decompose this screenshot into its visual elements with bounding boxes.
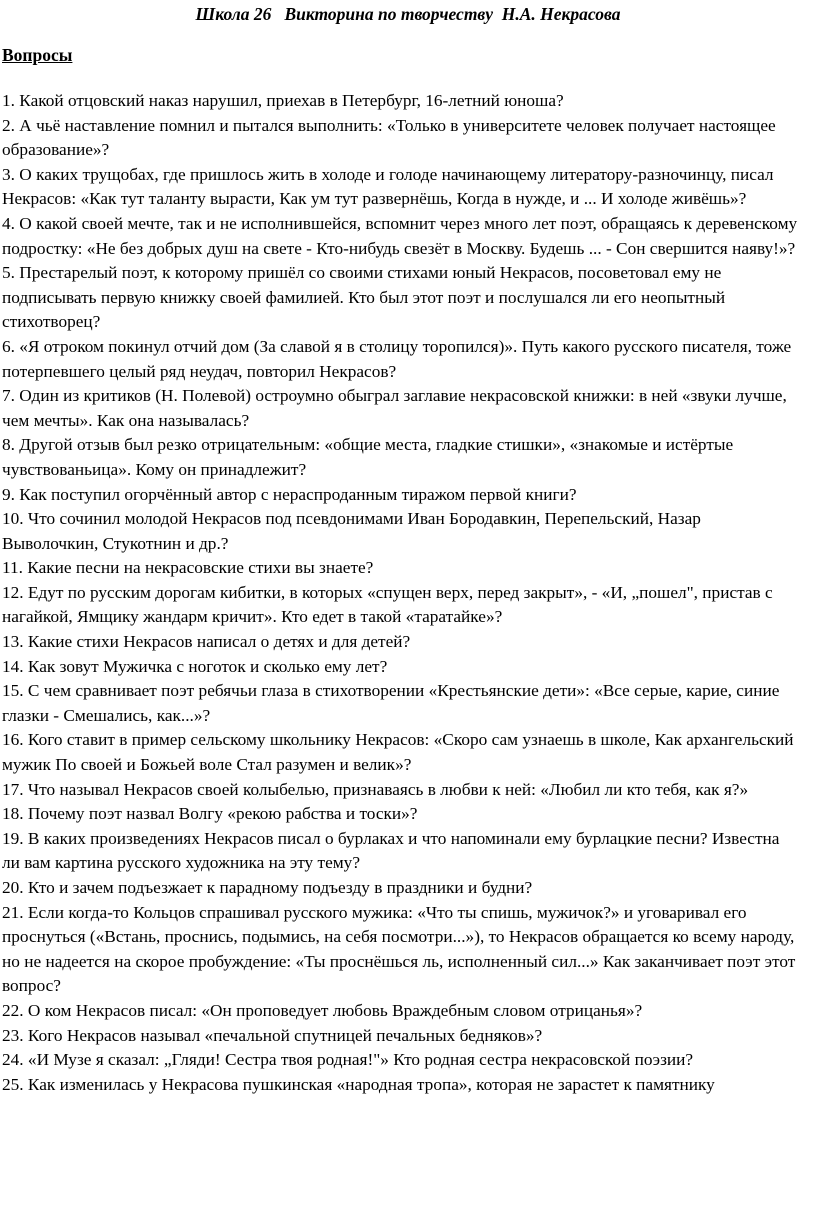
question-item: 22. О ком Некрасов писал: «Он проповедует любовь Враждебным словом отрицанья»? — [2, 1000, 643, 1020]
question-item: 11. Какие песни на некрасовские стихи вы знаете? — [2, 558, 374, 578]
question-item: 2. А чьё наставление помнил и пытался выполнить: «Только в университете человек получает настоящее образование»? — [2, 115, 776, 160]
question-item: 4. О какой своей мечте, так и не исполнившейся, вспомнит через много лет поэт, обращаясь к деревенскому подростку: «Не без добрых душ на свете - Кто-нибудь свезёт в Москву. Будешь ... - Сон свершится наяву!»? — [2, 213, 798, 258]
question-list — [2, 89, 798, 1097]
question-item: 20. Кто и зачем подъезжает к парадному подъезду в праздники и будни? — [2, 878, 533, 897]
question-item: 23. Кого Некрасов называл «печальной спутницей печальных бедняков»? — [2, 1025, 543, 1045]
question-item: 18. Почему поэт назвал Волгу «рекою рабства и тоски»? — [2, 804, 418, 824]
question-item: 8. Другой отзыв был резко отрицательным: «общие места, гладкие стишки», «знакомые и истёртые чувствованьица». Кому он принадлежит? — [2, 435, 734, 479]
question-item: 25. Как изменилась у Некрасова пушкинская «народная тропа», которая не зарастет к памятнику — [2, 1074, 715, 1094]
question-item: 6. «Я отроком покинул отчий дом (За славой я в столицу торопился)». Путь какого русского писателя, тоже потерпевшего целый ряд неудач, повторил Некрасов? — [2, 336, 792, 381]
question-item: 5. Престарелый поэт, к которому пришёл со своими стихами юный Некрасов, посоветовал ему не подписывать первую книжку своей фамилией. Кто был этот поэт и послушался ли его неопытный стихотворец? — [2, 263, 726, 332]
question-item: 15. С чем сравнивает поэт ребячьи глаза в стихотворении «Крестьянские дети»: «Все серые, карие, синие глазки - Смешались, как...»? — [2, 681, 780, 725]
question-item: 7. Один из критиков (Н. Полевой) остроумно обыграл заглавие некрасовской книжки: в ней «звуки лучше, чем мечты». Как она называлась? — [2, 386, 787, 430]
question-item: 9. Как поступил огорчённый автор с нераспроданным тиражом первой книги? — [2, 484, 577, 504]
question-item: 12. Едут по русским дорогам кибитки, в которых «спущен верх, перед закрыт», - «И, „пошел", пристав с нагайкой, Ямщику жандарм кричит». Кто едет в такой «таратайке»? — [2, 582, 773, 627]
section-heading: Вопросы — [2, 45, 73, 65]
question-item: 16. Кого ставит в пример сельскому школьнику Некрасов: «Скоро сам узнаешь в школе, Как архангельский мужик По своей и Божьей воле Стал разумен и велик»? — [2, 730, 794, 775]
question-item: 3. О каких трущобах, где пришлось жить в холоде и голоде начинающему литератору-разночинцу, писал Некрасов: «Как тут таланту вырасти, Как ум тут развернёшь, Когда в нужде, и ... И холоде живёшь»? — [2, 164, 774, 209]
question-item: 1. Какой отцовский наказ нарушил, приехав в Петербург, 16-летний юноша? — [2, 91, 564, 110]
question-item: 21. Если когда-то Кольцов спрашивал русского мужика: «Что ты спишь, мужичок?» и уговаривал его проснуться («Встань, проснись, подымись, на себя посмотри...»), то Некрасов обращается ко всему народу, но не надеется на скорое пробуждение: «Ты проснёшься ль, исполненный сил...» Как заканчивает поэт этот вопрос? — [2, 902, 796, 996]
question-item: 17. Что называл Некрасов своей колыбелью, признаваясь в любви к ней: «Любил ли кто тебя, как я?» — [2, 779, 749, 799]
question-item: 14. Как зовут Мужичка с ноготок и сколько ему лет? — [2, 656, 388, 676]
document-title: Школа 26 Викторина по творчеству Н.А. Некрасова — [195, 4, 621, 24]
question-item: 24. «И Музе я сказал: „Гляди! Сестра твоя родная!"» Кто родная сестра некрасовской поэзии? — [2, 1050, 694, 1070]
question-item: 19. В каких произведениях Некрасов писал о бурлаках и что напоминали ему бурлацкие песни? Известна ли вам картина русского художника на эту тему? — [2, 828, 780, 873]
question-item: 10. Что сочинил молодой Некрасов под псевдонимами Иван Бородавкин, Перепельский, Назар Выволочкин, Стукотнин и др.? — [2, 509, 701, 553]
question-item: 13. Какие стихи Некрасов написал о детях и для детей? — [2, 632, 411, 652]
